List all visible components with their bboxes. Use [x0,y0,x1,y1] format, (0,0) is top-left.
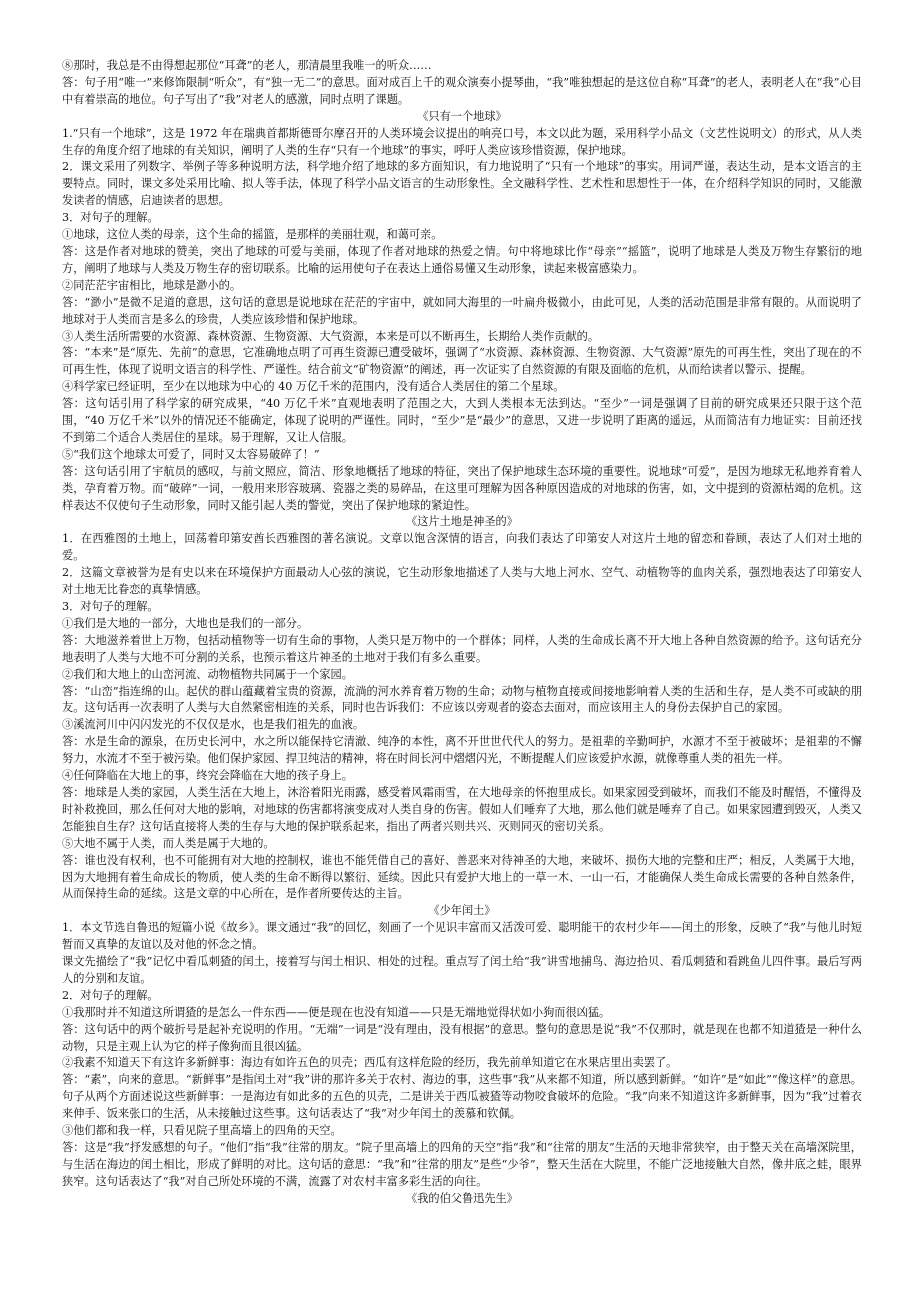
paragraph: ②同茫茫宇宙相比，地球是渺小的。 [62,278,242,292]
paragraph: 答：大地滋养着世上万物，包括动植物等一切有生命的事物，人类只是万物中的一个群体；同样，人类的生命成长离不开大地上各种自然资源的给予。这句话充分地表明了人类与大地不可分割的关系，也预示着这片神圣的土地对于我们有多么重要。 [62,633,862,664]
paragraph: 答：句子用“唯一”来修饰限制“听众”，有“独一无二”的意思。面对成百上千的观众演奏小提琴曲，“我”唯独想起的是这位自称“耳聋”的老人，表明老人在“我”心目中有着崇高的地位。句子写出了“我”对老人的感激，同时点明了课题。 [62,75,862,106]
paragraph: 1.“只有一个地球”，这是 1972 年在瑞典首都斯德哥尔摩召开的人类环境会议提出的响亮口号，本文以此为题，采用科学小品文（文艺性说明文）的形式，从人类生存的角度介绍了地球的有关知识，阐明了人类的生存“只有一个地球”的事实，呼吁人类应该珍惜资源，保护地球。 [62,126,862,157]
section-title: 《只有一个地球》 [417,109,507,123]
paragraph: 答：地球是人类的家园，人类生活在大地上，沐浴着阳光雨露，感受着风霜雨雪，在大地母亲的怀抱里成长。如果家园受到破坏，而我们不能及时醒悟，不懂得及时补救挽回，那么任何对大地的影响，对地球的伤害都将演变成对人类自身的伤害。假如人们唾弃了大地，那么他们就是唾弃了自己。如果家园遭到毁灭，人类又怎能独自生存？这句话直接将人类的生存与大地的保护联系起来，指出了两者兴则共兴、灭则同灭的密切关系。 [62,785,862,833]
section-title: 《我的伯父鲁迅先生》 [406,1191,518,1205]
paragraph: 2．课文采用了列数字、举例子等多种说明方法，科学地介绍了地球的多方面知识，有力地说明了“只有一个地球”的事实。用词严谨，表达生动，是本文语言的主要特点。同时，课文多处采用比喻、拟人等手法，体现了科学小品文语言的生动形象性。全文融科学性、艺术性和思想性于一体，在介绍科学知识的同时，又能激发读者的情感，启迪读者的思想。 [62,160,862,208]
paragraph: 3．对句子的理解。 [62,600,159,613]
paragraph: ②我们和大地上的山峦河流、动物植物共同属于一个家园。 [62,667,353,681]
paragraph: 1．在西雅图的土地上，回荡着印第安酋长西雅图的著名演说。文章以饱含深情的语言，向我们表达了印第安人对这片土地的留恋和眷顾，表达了人们对土地的爱。 [62,532,862,563]
paragraph: 2．这篇文章被誉为是有史以来在环境保护方面最动人心弦的演说，它生动形象地描述了人类与大地上河水、空气、动植物等的血肉关系，强烈地表达了印第安人对土地无比眷恋的真挚情感。 [62,566,862,597]
paragraph: 3．对句子的理解。 [62,211,159,225]
paragraph: ①我那时并不知道这所谓猹的是怎么一件东西——便是现在也没有知道——只是无端地觉得状如小狗而很凶猛。 [62,1005,611,1019]
paragraph: ⑤“我们这个地球太可爱了，同时又太容易破碎了！” [62,447,320,461]
paragraph: 答：这句话引用了宇航员的感叹，与前文照应，简洁、形象地概括了地球的特征，突出了保护地球生态环境的重要性。说地球“可爱”，是因为地球无私地养育着人类，孕育着万物。而“破碎”一词，一般用来形容玻璃、瓷器之类的易碎品，在这里可理解为因各种原因造成的对地球的伤害，如，文中提到的资源枯竭的危机。这样表达不仅使句子生动形象，同时又能引起人类的警觉，突出了保护地球的紧迫性。 [62,464,862,512]
section-title: 《少年闰土》 [428,904,496,918]
section-title: 《这片土地是神圣的》 [406,515,518,529]
paragraph: 课文先描绘了“我”记忆中看瓜刺猹的闰土，接着写与闰土相识、相处的过程。重点写了闰土给“我”讲雪地捕鸟、海边拾贝、看瓜刺猹和看跳鱼儿四件事。最后写两人的分别和友谊。 [62,955,862,985]
paragraph: ①地球，这位人类的母亲，这个生命的摇篮，是那样的美丽壮观，和蔼可亲。 [62,228,443,242]
paragraph: 1．本文节选自鲁迅的短篇小说《故乡》。课文通过“我”的回忆，刻画了一个见识丰富而又活泼可爱、聪明能干的农村少年——闰土的形象，反映了“我”与他儿时短暂而又真挚的友谊以及对他的怀念之情。 [62,921,862,952]
paragraph: ④任何降临在大地上的事，终究会降临在大地的孩子身上。 [62,769,353,783]
paragraph: 答：“素”，向来的意思。“新鲜事”是指闰土对“我”讲的那许多关于农村、海边的事，这些事“我”从来都不知道，所以感到新鲜。“如许”是“如此”“像这样”的意思。句子从两个方面述说这些新鲜事：一是海边有如此多的五色的贝壳，二是讲关于西瓜被猹等动物咬食破坏的危险。“我”向来不知道这许多新鲜事，因为“我”过着衣来伸手、饭来张口的生活，从未接触过这些事。这句话表达了“我”对少年闰土的羡慕和钦佩。 [62,1073,862,1121]
paragraph: ③他们都和我一样，只看见院子里高墙上的四角的天空。 [62,1124,342,1138]
paragraph: ⑧那时，我总是不由得想起那位“耳聋”的老人，那清晨里我唯一的听众…… [62,59,432,72]
paragraph: 答：这是“我”抒发感想的句子。“他们”指“我”往常的朋友。“院子里高墙上的四角的天空”指“我”和“往常的朋友”生活的天地非常狭窄，由于整天关在高墙深院里，与生活在海边的闰土相比，形成了鲜明的对比。这句话的意思：“我”和“往常的朋友”是些“少爷”，整天生活在大院里，不能广泛地接触大自然，像井底之蛙，眼界狭窄。这句话表达了“我”对自己所处环境的不满，流露了对农村丰富多彩生活的向往。 [62,1141,862,1188]
paragraph: ①我们是大地的一部分，大地也是我们的一部分。 [62,616,309,630]
paragraph: 2．对句子的理解。 [62,988,159,1002]
paragraph: 答：水是生命的源泉，在历史长河中，水之所以能保持它清澈、纯净的本性，离不开世世代代人的努力。是祖辈的辛勤呵护，水源才不至于被破坏；是祖辈的不懈努力，水流才不至于被污染。他们保护家园、捍卫纯洁的精神，将在时间长河中熠熠闪光，不断提醒人们应该爱护水源，就像尊重人类的祖先一样。 [62,735,862,766]
paragraph: ③人类生活所需要的水资源、森林资源、生物资源、大气资源，本来是可以不断再生，长期给人类作贡献的。 [62,329,600,343]
paragraph: ⑤大地不属于人类，而人类是属于大地的。 [62,836,275,850]
paragraph: 答：“本来”是“原先、先前”的意思，它准确地点明了可再生资源已遭受破坏，强调了“水资源、森林资源、生物资源、大气资源”原先的可再生性，突出了现在的不可再生性，体现了说明文语言的科学性、严谨性。结合前文“矿物资源”的阐述，再一次证实了自然资源的有限及面临的危机，从而给读者以警示、提醒。 [62,346,862,377]
paragraph: ③溪流河川中闪闪发光的不仅仅是水，也是我们祖先的血液。 [62,718,365,732]
paragraph: 答：谁也没有权利，也不可能拥有对大地的控制权，谁也不能凭借自己的喜好、善恶来对待神圣的大地，来破坏、损伤大地的完整和庄严；相反，人类属于大地，因为大地拥有着生命成长的物质，使人类的生命不断得以繁衍、延续。因此只有爱护大地上的一草一木、一山一石，才能确保人类生命成长需要的各种自然条件，从而保持生命的延续。这是文章的中心所在，是作者所要传达的主旨。 [62,853,862,901]
paragraph: 答：这句话引用了科学家的研究成果，“40 万亿千米”直观地表明了范围之大，大到人类根本无法到达。“至少”一词是强调了目前的研究成果还只限于这个范围，“40 万亿千米”以外的情况还不能确定，体现了说明的严谨性。同时，“至少”是“最少”的意思，又进一步说明了距离的遥远，从而简洁有力地证实：目前还找不到第二个适合人类居住的星球。易于理解，又让人信服。 [62,397,862,444]
paragraph: ②我素不知道天下有这许多新鲜事：海边有如许五色的贝壳；西瓜有这样危险的经历，我先前单知道它在水果店里出卖罢了。 [62,1056,678,1070]
paragraph: 答：“渺小”是微不足道的意思，这句话的意思是说地球在茫茫的宇宙中，就如同大海里的一叶扁舟极微小，由此可见，人类的活动范围是非常有限的。从而说明了地球对于人类而言是多么的珍贵，人类应该珍惜和保护地球。 [62,295,862,326]
paragraph: 答：这句话中的两个破折号是起补充说明的作用。“无端”一词是“没有理由，没有根据”的意思。整句的意思是说“我”不仅那时，就是现在也都不知道猹是一种什么动物，只是主观上认为它的样子像狗而且很凶猛。 [62,1022,862,1053]
paragraph: 答：这是作者对地球的赞美，突出了地球的可爱与美丽，体现了作者对地球的热爱之情。句中将地球比作“母亲”“摇篮”，说明了地球是人类及万物生存繁衍的地方，阐明了地球与人类及万物生存的密切联系。比喻的运用使句子在表达上通俗易懂又生动形象，读起来极富感染力。 [62,244,862,275]
paragraph: ④科学家已经证明，至少在以地球为中心的 40 万亿千米的范围内，没有适合人类居住的第二个星球。 [62,380,565,394]
paragraph: 答：“山峦”指连绵的山。起伏的群山蕴藏着宝贵的资源，流淌的河水养育着万物的生命；动物与植物直接或间接地影响着人类的生活和生存，是人类不可或缺的朋友。这句话再一次表明了人类与大自然紧密相连的关系，同时也告诉我们：不应该以旁观者的姿态去面对，而应该用主人的身份去保护自己的家园。 [62,684,862,715]
